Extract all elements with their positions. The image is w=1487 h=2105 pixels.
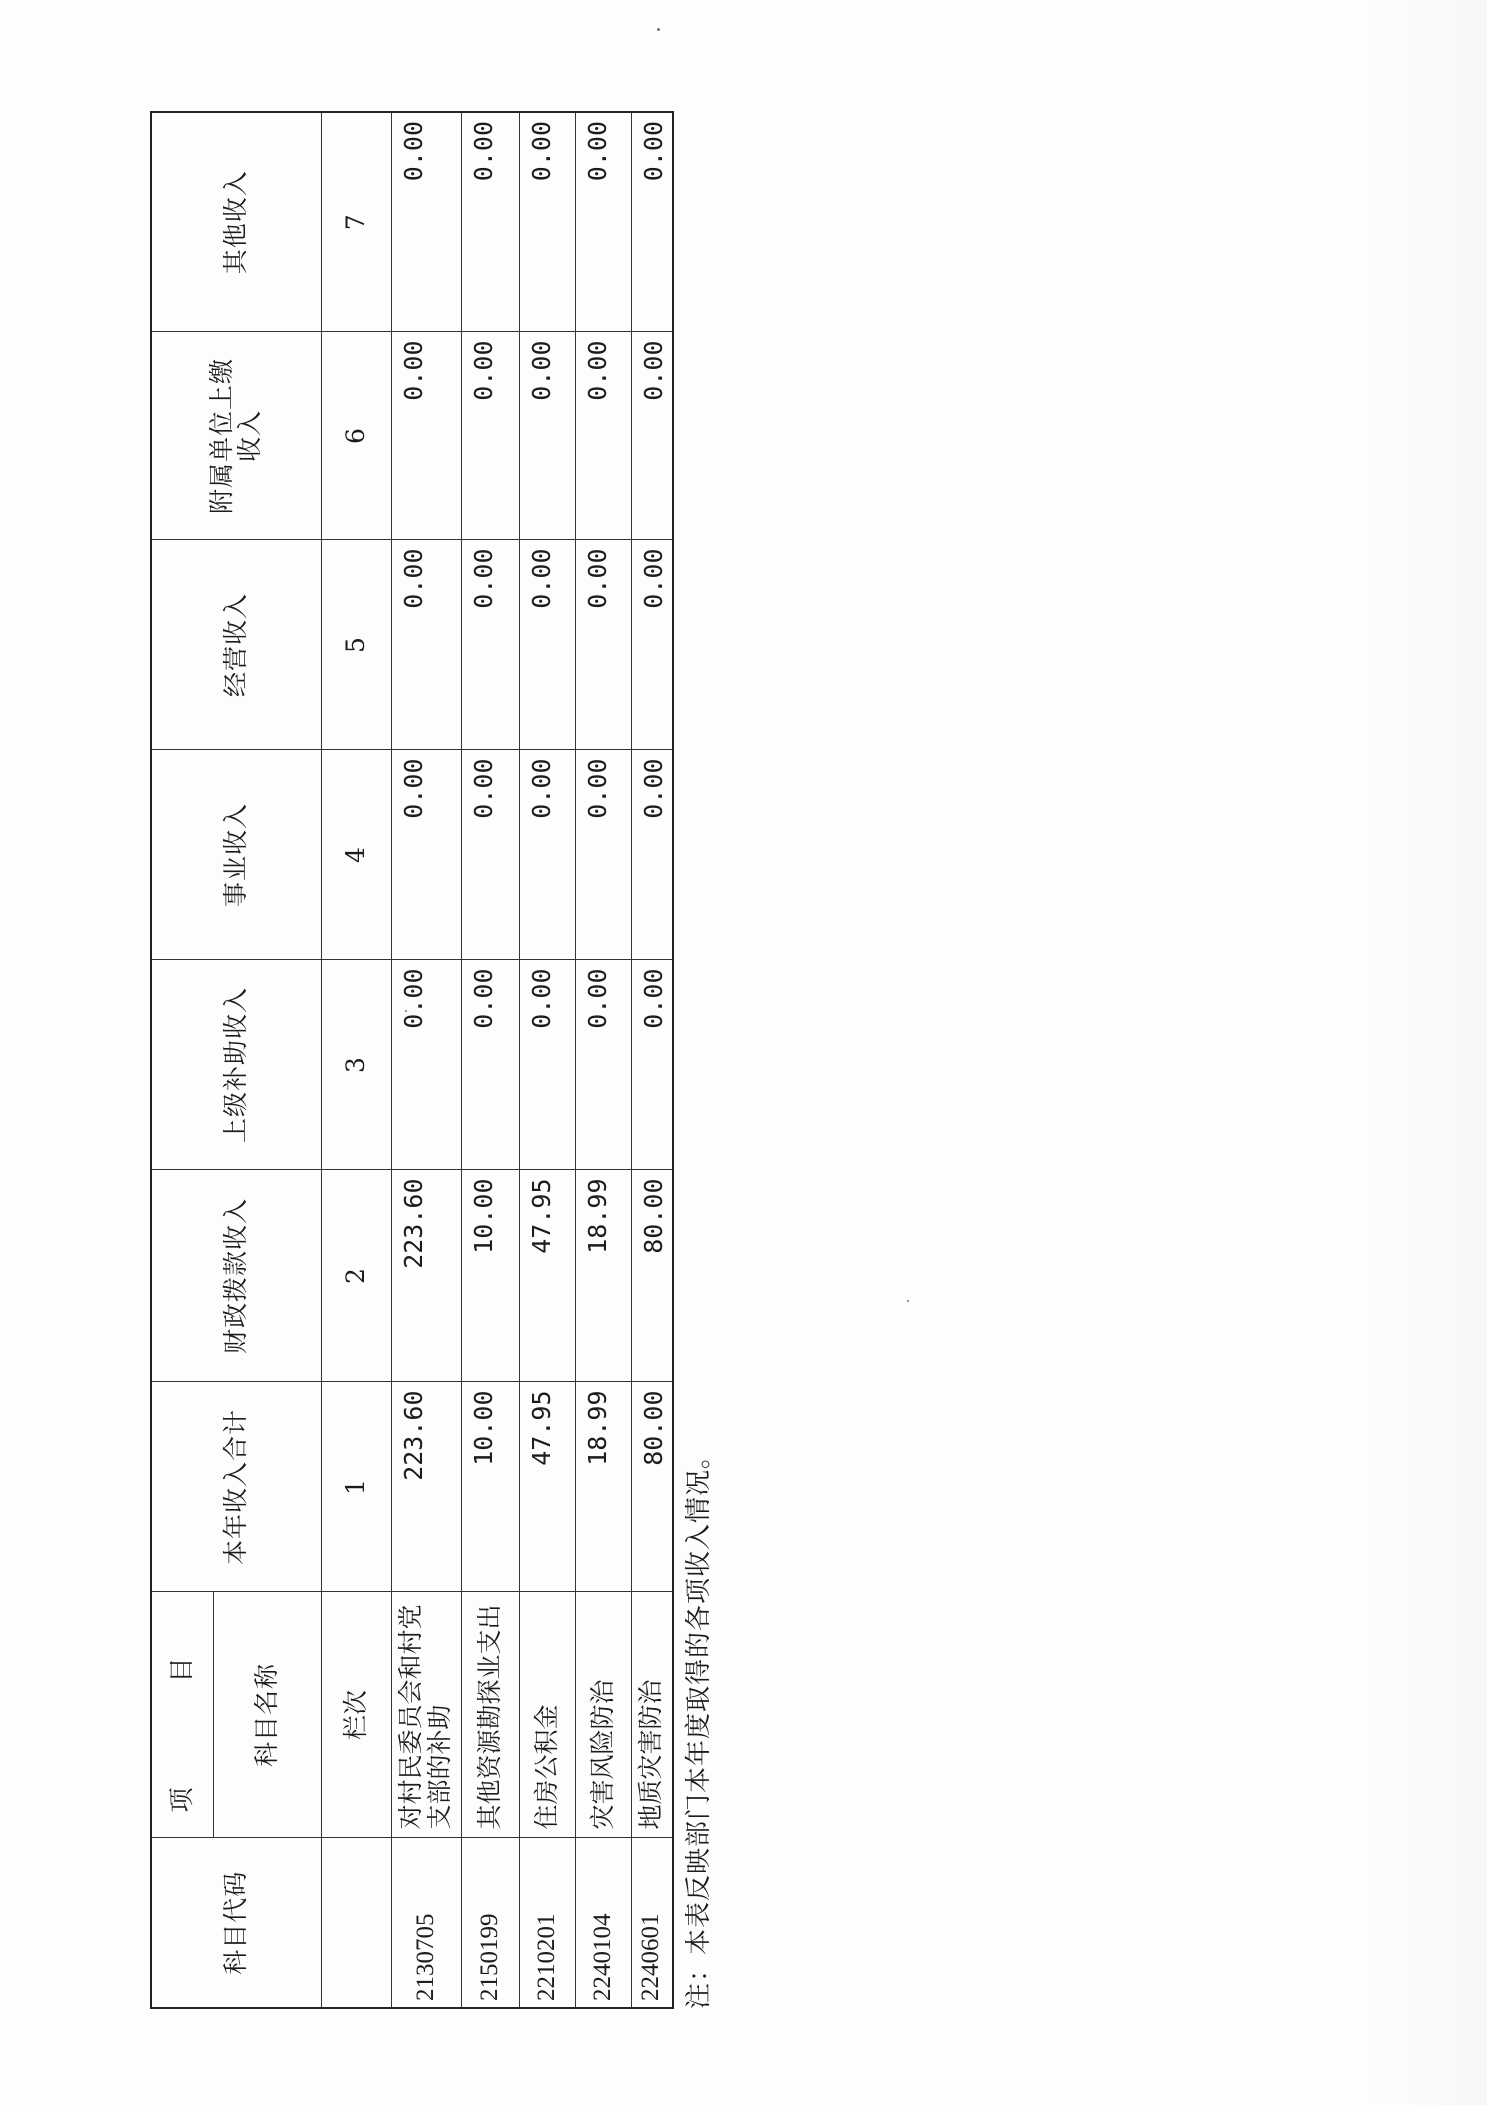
cell-operating: 0.00 [631, 540, 673, 750]
cell-total: 47.95 [519, 1382, 575, 1592]
cell-other: 0.00 [519, 112, 575, 332]
header-row-1 [151, 112, 213, 2008]
cell-total: 18.99 [575, 1382, 631, 1592]
table-row [575, 112, 631, 2008]
cell-fiscal: 80.00 [631, 1170, 673, 1382]
column-number-row [321, 112, 391, 2008]
cell-business: 0.00 [575, 750, 631, 960]
cell-operating: 0.00 [391, 540, 461, 750]
header-col-5: 经营收入 [151, 540, 321, 750]
header-col-6: 附属单位上缴收入 [151, 332, 321, 540]
cell-superior: 0.00 [631, 960, 673, 1170]
cell-affiliated: 0.00 [519, 332, 575, 540]
cell-fiscal: 47.95 [519, 1170, 575, 1382]
colno-7: 7 [321, 112, 391, 332]
header-col-4: 事业收入 [151, 750, 321, 960]
row-name: 住房公积金 [519, 1592, 575, 1838]
header-code: 科目代码 [151, 1838, 321, 2008]
row-code: 2240601 [631, 1838, 673, 2008]
cell-total: 223.60 [391, 1382, 461, 1592]
row-num-label: 栏次 [321, 1592, 391, 1838]
row-code: 2240104 [575, 1838, 631, 2008]
cell-fiscal: 10.00 [461, 1170, 519, 1382]
header-col-2: 财政拨款收入 [151, 1170, 321, 1382]
cell-business: 0.00 [391, 750, 461, 960]
cell-other: 0.00 [631, 112, 673, 332]
cell-other: 0.00 [575, 112, 631, 332]
cell-operating: 0.00 [519, 540, 575, 750]
cell-superior: 0.00 [575, 960, 631, 1170]
cell-superior: 0.00 [391, 960, 461, 1170]
rotated-report [150, 113, 750, 2009]
header-project [151, 1592, 213, 1838]
colno-blank [321, 1838, 391, 2008]
row-name: 灾害风险防治 [575, 1592, 631, 1838]
scan-shadow [1360, 0, 1487, 2105]
cell-other: 0.00 [461, 112, 519, 332]
cell-superior: 0.00 [519, 960, 575, 1170]
colno-3: 3 [321, 960, 391, 1170]
header-col-3: 上级补助收入 [151, 960, 321, 1170]
table-row [461, 112, 519, 2008]
table-row [519, 112, 575, 2008]
table-note: 注：本表反映部门本年度取得的各项收入情况。 [684, 1441, 714, 2009]
colno-6: 6 [321, 332, 391, 540]
colno-1: 1 [321, 1382, 391, 1592]
cell-business: 0.00 [519, 750, 575, 960]
cell-total: 10.00 [461, 1382, 519, 1592]
cell-operating: 0.00 [461, 540, 519, 750]
colno-4: 4 [321, 750, 391, 960]
cell-fiscal: 223.60 [391, 1170, 461, 1382]
cell-affiliated: 0.00 [575, 332, 631, 540]
row-code: 2150199 [461, 1838, 519, 2008]
cell-total: 80.00 [631, 1382, 673, 1592]
header-col-7: 其他收入 [151, 112, 321, 332]
cell-business: 0.00 [461, 750, 519, 960]
cell-affiliated: 0.00 [391, 332, 461, 540]
scan-speck [657, 28, 660, 31]
cell-operating: 0.00 [575, 540, 631, 750]
table-row [631, 112, 673, 2008]
cell-affiliated: 0.00 [461, 332, 519, 540]
colno-2: 2 [321, 1170, 391, 1382]
row-code: 2130705 [391, 1838, 461, 2008]
cell-business: 0.00 [631, 750, 673, 960]
row-name: 地质灾害防治 [631, 1592, 673, 1838]
cell-other: 0.00 [391, 112, 461, 332]
cell-fiscal: 18.99 [575, 1170, 631, 1382]
row-name: 其他资源勘探业支出 [461, 1592, 519, 1838]
project-label: 项 目 [166, 1617, 196, 1813]
cell-superior: 0.00 [461, 960, 519, 1170]
cell-affiliated: 0.00 [631, 332, 673, 540]
row-name: 对村民委员会和村党支部的补助 [391, 1592, 461, 1838]
scan-speck [907, 1300, 909, 1302]
table-row [391, 112, 461, 2008]
row-code: 2210201 [519, 1838, 575, 2008]
income-table [150, 111, 674, 2009]
header-col-1: 本年收入合计 [151, 1382, 321, 1592]
colno-5: 5 [321, 540, 391, 750]
header-name: 科目名称 [213, 1592, 321, 1838]
